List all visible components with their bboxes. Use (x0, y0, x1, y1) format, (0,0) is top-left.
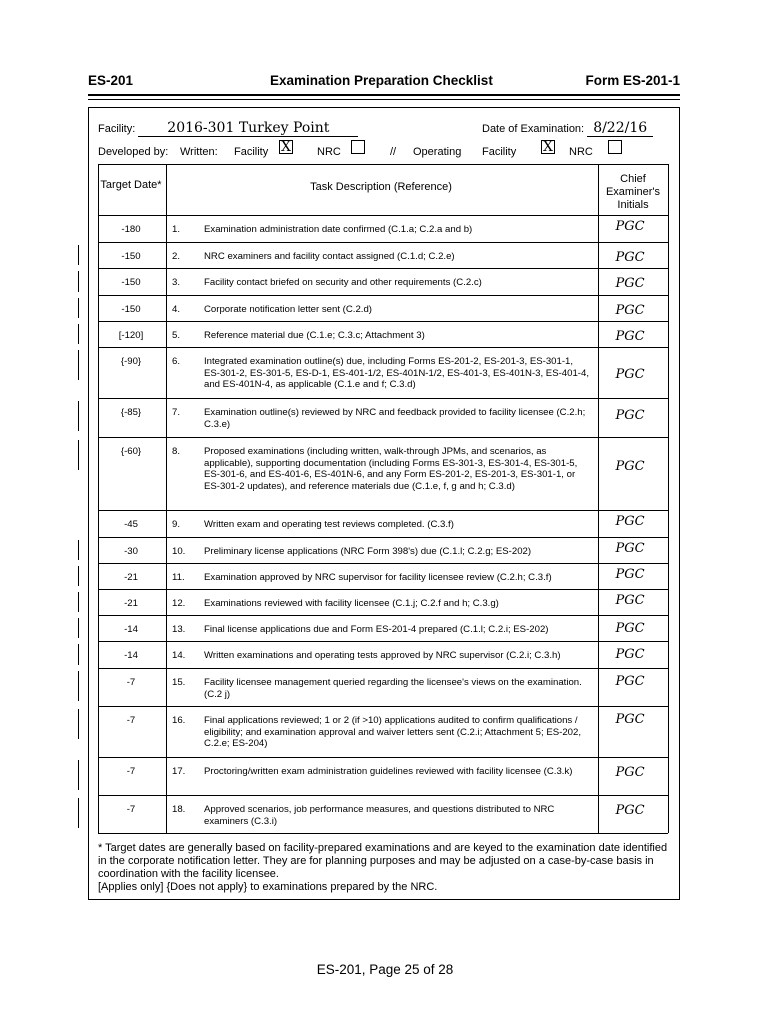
task-number: 15. (172, 677, 186, 688)
task-description: Examination approved by NRC supervisor for facility licensee review (C.2.h; C.3.f) (204, 572, 552, 583)
footnote-applicability: [Applies only] {Does not apply} to examinations prepared by the NRC. (98, 881, 438, 893)
separator: // (390, 146, 397, 158)
revision-bar (78, 440, 79, 470)
examiner-initials: PGC (615, 367, 645, 382)
date-row (482, 120, 653, 137)
task-description: Proctoring/written exam administration guidelines reviewed with facility licensee (C.3.k) (204, 766, 573, 777)
task-description: Preliminary license applications (NRC Form 398's) due (C.1.l; C.2.g; ES-202) (204, 546, 532, 557)
revision-bar (78, 644, 79, 665)
examiner-initials: PGC (615, 250, 645, 265)
task-number: 16. (172, 715, 186, 726)
task-description: Final license applications due and Form ES-201-4 prepared (C.1.l; C.2.i; ES-202) (204, 624, 549, 635)
task-description: Final applications reviewed; 1 or 2 (if >10) applications audited to confirm qualifications / eligibility; and examination approval and waiver letters sent (C.2.i; Attachment 5; ES-202, C.2.e; ES-204) (204, 715, 582, 749)
facility-label: Facility: (98, 123, 136, 135)
target-date: -14 (124, 650, 138, 661)
task-description: Reference material due (C.1.e; C.3.c; Attachment 3) (204, 330, 425, 341)
examiner-initials: PGC (615, 541, 645, 556)
task-number: 8. (172, 446, 181, 457)
task-description: Proposed examinations (including written, walk-through JPMs, and scenarios, as applicable), supporting documentation (including Forms ES-301-3, ES-301-4, ES-301-5, ES-301-6, and ES-401-6, ES-401N-6, and any Form ES-201-2, ES-201-3, ES-301-1, or ES-301-2 updates), and reference materials due (C.1.e, f, g and h; C.3.d) (204, 446, 578, 492)
revision-bar (78, 245, 79, 265)
task-number: 3. (172, 277, 181, 288)
operating-facility-checkbox[interactable]: X (541, 140, 555, 154)
revision-bar (78, 401, 79, 431)
target-date: -30 (124, 546, 138, 557)
target-date: -14 (124, 624, 138, 635)
target-date: -45 (124, 519, 138, 530)
written-facility-checkbox[interactable]: X (279, 140, 293, 154)
examiner-initials: PGC (615, 674, 645, 689)
operating-facility-label: Facility (482, 146, 517, 158)
target-date: -21 (124, 572, 138, 583)
footnote-text: * Target dates are generally based on facility-prepared examinations and are keyed to the examination date identified in the corporate notification letter. They are for planning purposes and may be adjusted on a case-by-case basis in coordination with the facility licensee. (98, 842, 668, 880)
target-date: {-60} (120, 446, 142, 457)
facility-value: 2016-301 Turkey Point (138, 120, 358, 137)
task-number: 9. (172, 519, 181, 530)
header-rule-thin (88, 99, 680, 100)
task-number: 7. (172, 407, 181, 418)
task-description: Written exam and operating test reviews completed. (C.3.f) (204, 519, 454, 530)
revision-bar (78, 798, 79, 828)
col-chief-initials: Chief Examiner's Initials (605, 173, 661, 211)
examiner-initials: PGC (615, 593, 645, 608)
footnote (98, 842, 668, 894)
task-number: 6. (172, 356, 181, 367)
written-label: Written: (180, 146, 218, 158)
developed-label: Developed by: (98, 146, 169, 158)
revision-bar (78, 760, 79, 790)
written-nrc-checkbox[interactable] (351, 140, 365, 154)
examiner-initials: PGC (615, 803, 645, 818)
revision-bar (78, 298, 79, 318)
header-rule-thick (88, 94, 680, 96)
examiner-initials: PGC (615, 621, 645, 636)
revision-bar (78, 671, 79, 701)
examiner-initials: PGC (615, 329, 645, 344)
page-footer: ES-201, Page 25 of 28 (316, 962, 454, 977)
revision-bar (78, 271, 79, 292)
target-date: -7 (126, 715, 136, 726)
target-date: -7 (126, 677, 136, 688)
task-description: Corporate notification letter sent (C.2.d) (204, 304, 372, 315)
operating-nrc-checkbox[interactable] (608, 140, 622, 154)
form-header (88, 73, 680, 93)
target-date: -150 (121, 251, 141, 262)
revision-bar (78, 566, 79, 586)
examiner-initials: PGC (615, 459, 645, 474)
revision-bar (78, 324, 79, 344)
col-target-date: Target Date* (100, 179, 162, 191)
revision-bar (78, 540, 79, 560)
examiner-initials: PGC (615, 514, 645, 529)
target-date: -21 (124, 598, 138, 609)
table-row-border (98, 833, 668, 834)
header-left: ES-201 (88, 73, 134, 88)
task-description: Integrated examination outline(s) due, including Forms ES-201-2, ES-201-3, ES-301-1, ES-301-2, ES-301-5, ES-D-1, ES-401-1/2, ES-401N-1/2, ES-401-3, ES-401N-3, ES-401-4, and ES-401N-4, as applicable (C.1.e and f; C.3.d) (204, 356, 590, 390)
examiner-initials: PGC (615, 712, 645, 727)
task-number: 5. (172, 330, 181, 341)
target-date: -180 (121, 224, 141, 235)
task-number: 14. (172, 650, 186, 661)
examiner-initials: PGC (615, 765, 645, 780)
target-date: -150 (121, 277, 141, 288)
task-number: 1. (172, 224, 181, 235)
target-date: {-90} (120, 356, 142, 367)
target-date: {-85} (120, 407, 142, 418)
examiner-initials: PGC (615, 219, 645, 234)
task-description: Facility licensee management queried regarding the licensee's views on the examination. (C.2 j) (204, 677, 582, 700)
operating-label: Operating (413, 146, 462, 158)
task-number: 12. (172, 598, 186, 609)
target-date: -7 (126, 766, 136, 777)
examiner-initials: PGC (615, 567, 645, 582)
task-description: Examination outline(s) reviewed by NRC and feedback provided to facility licensee (C.2.h; C.3.e) (204, 407, 586, 430)
task-description: NRC examiners and facility contact assigned (C.1.d; C.2.e) (204, 251, 455, 262)
task-number: 11. (172, 572, 185, 583)
header-title: Examination Preparation Checklist (270, 73, 493, 88)
examiner-initials: PGC (615, 303, 645, 318)
table-right-border (668, 164, 669, 833)
written-facility-label: Facility (234, 146, 269, 158)
examiner-initials: PGC (615, 408, 645, 423)
col-task-description: Task Description (Reference) (310, 181, 452, 193)
target-date: -150 (121, 304, 141, 315)
target-date: -7 (126, 804, 136, 815)
task-description: Examinations reviewed with facility licensee (C.1.j; C.2.f and h; C.3.g) (204, 598, 499, 609)
task-description: Facility contact briefed on security and other requirements (C.2.c) (204, 277, 482, 288)
examiner-initials: PGC (615, 276, 645, 291)
task-number: 13. (172, 624, 186, 635)
task-number: 17. (172, 766, 186, 777)
task-description: Approved scenarios, job performance measures, and questions distributed to NRC examiners (C.3.i) (204, 804, 555, 827)
revision-bar (78, 592, 79, 612)
revision-bar (78, 618, 79, 638)
task-description: Examination administration date confirmed (C.1.a; C.2.a and b) (204, 224, 473, 235)
date-value: 8/22/16 (587, 120, 653, 137)
header-form-number: Form ES-201-1 (585, 73, 680, 88)
task-number: 4. (172, 304, 181, 315)
task-number: 2. (172, 251, 181, 262)
facility-row (98, 120, 358, 137)
table-top-border (98, 164, 668, 165)
task-description: Written examinations and operating tests approved by NRC supervisor (C.2.i; C.3.h) (204, 650, 561, 661)
revision-bar (78, 709, 79, 739)
target-date: [-120] (118, 330, 144, 341)
examiner-initials: PGC (615, 647, 645, 662)
operating-nrc-label: NRC (569, 146, 593, 158)
written-nrc-label: NRC (317, 146, 341, 158)
task-number: 18. (172, 804, 186, 815)
task-number: 10. (172, 546, 186, 557)
date-label: Date of Examination: (482, 123, 585, 135)
revision-bar (78, 350, 79, 380)
